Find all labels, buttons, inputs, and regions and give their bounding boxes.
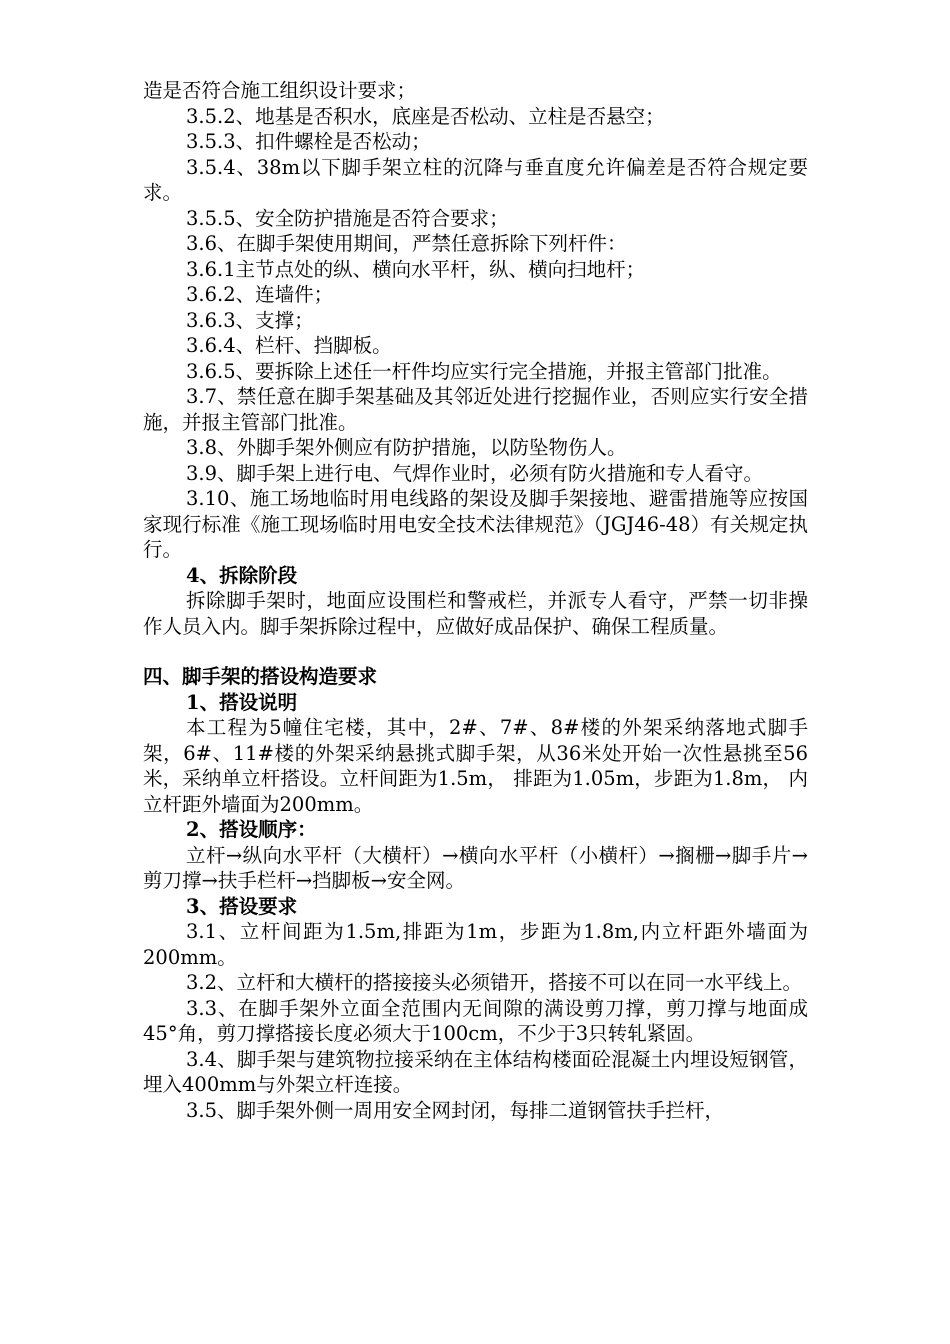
paragraph-3-6-2: 3.6.2、连墙件； [186,283,334,306]
paragraph-3-6-1: 3.6.1主节点处的纵、横向水平杆，纵、横向扫地杆； [186,257,646,281]
paragraph-3-5-2: 3.5.2、地基是否积水，底座是否松动、立柱是否悬空； [186,104,665,128]
paragraph-3-5-3: 3.5.3、扣件螺栓是否松动； [186,130,431,153]
subheading-erection-sequence: 2、搭设顺序： [186,818,317,841]
paragraph-3-6-4: 3.6.4、栏杆、挡脚板。 [186,334,392,357]
paragraph-3-5: 3.5、脚手架外侧一周用安全网封闭，每排二道钢管扶手拦杆， [186,1098,725,1122]
paragraph-3-7: 3.7、禁任意在脚手架基础及其邻近处进行挖掘作业，否则应实行安全措施，并报主管部门批准。 [143,385,808,434]
paragraph-3-4: 3.4、脚手架与建筑物拉接采纳在主体结构楼面砼混凝土内埋设短钢管，埋入400mm与外架立杆连接。 [143,1047,808,1096]
paragraph-3-6-3: 3.6.3、支撑； [186,308,314,332]
paragraph-erection-sequence: 立杆→纵向水平杆（大横杆）→横向水平杆（小横杆）→搁栅→脚手片→剪刀撑→扶手栏杆→挡脚板→安全网。 [143,843,808,892]
section-heading-4: 四、脚手架的搭设构造要求 [143,665,378,688]
paragraph-3-10: 3.10、施工场地临时用电线路的架设及脚手架接地、避雷措施等应按国家现行标准《施工现场临时用电安全技术法律规范》（JGJ46-48）有关规定执行。 [143,487,808,561]
paragraph-3-5-4: 3.5.4、38m以下脚手架立柱的沉降与垂直度允许偏差是否符合规定要求。 [143,155,808,204]
paragraph-3-6: 3.6、在脚手架使用期间，严禁任意拆除下列杆件： [186,232,627,255]
paragraph-3-5-5: 3.5.5、安全防护措施是否符合要求； [186,206,509,230]
document-page [143,78,808,1123]
paragraph-demolition: 拆除脚手架时，地面应设围栏和警戒栏，并派专人看守，严禁一切非操作人员入内。脚手架拆除过程中，应做好成品保护、确保工程质量。 [143,589,808,638]
paragraph-3-1: 3.1、立杆间距为1.5m,排距为1m，步距为1.8m,内立杆距外墙面为200mm。 [143,920,808,969]
paragraph-3-9: 3.9、脚手架上进行电、气焊作业时，必须有防火措施和专人看守。 [186,461,764,485]
paragraph-3-2: 3.2、立杆和大横杆的搭接接头必须错开，搭接不可以在同一水平线上。 [186,971,803,994]
paragraph-line: 造是否符合施工组织设计要求； [143,79,417,102]
paragraph-erection-description: 本工程为5幢住宅楼，其中，2#、7#、8#楼的外架采纳落地式脚手架，6#、11#楼的外架采纳悬挑式脚手架，从36米处开始一次性悬挑至56米，采纳单立杆搭设。立杆间距为1.5m， 排距为1.05m，步距为1.8m， 内立杆距外墙面为200mm。 [143,716,808,816]
subheading-erection-description: 1、搭设说明 [186,690,298,714]
subheading-demolition-stage: 4、拆除阶段 [186,563,298,587]
paragraph-3-8: 3.8、外脚手架外侧应有防护措施，以防坠物伤人。 [186,436,627,459]
paragraph-3-6-5: 3.6.5、要拆除上述任一杆件均应实行完全措施，并报主管部门批准。 [186,359,782,383]
subheading-erection-requirements: 3、搭设要求 [186,894,298,918]
paragraph-3-3: 3.3、在脚手架外立面全范围内无间隙的满设剪刀撑，剪刀撑与地面成45°角，剪刀撑搭接长度必须大于100cm，不少于3只转轧紧固。 [143,996,808,1045]
